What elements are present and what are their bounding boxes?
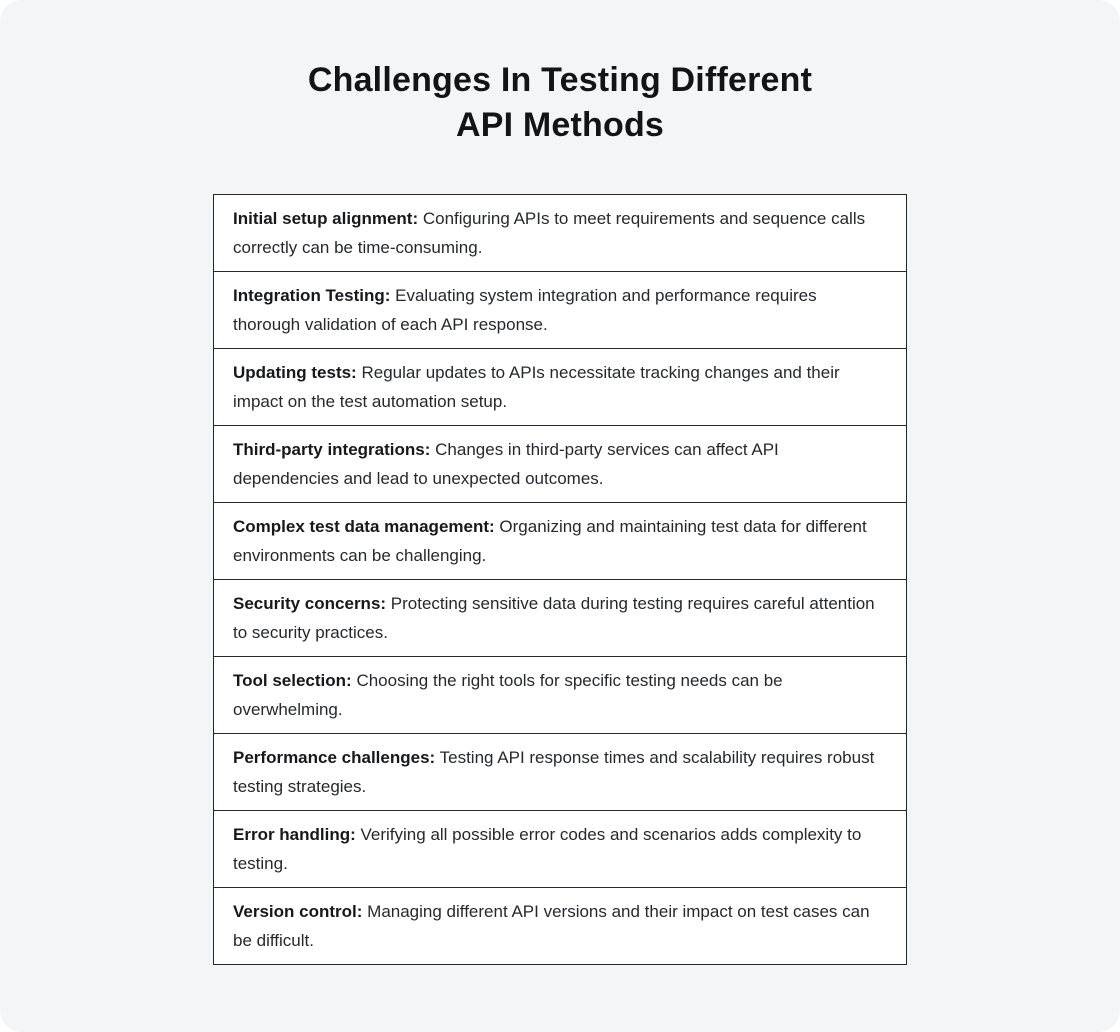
table-row (214, 888, 906, 964)
table-row (214, 503, 906, 580)
row-label: Updating tests: (233, 363, 357, 382)
row-content (233, 820, 887, 878)
row-content (233, 358, 887, 416)
page-title-line2: API Methods (455, 106, 665, 144)
row-text: Testing API response times and scalability requires robust testing strategies. (233, 748, 875, 796)
row-content (233, 281, 887, 339)
table-row (214, 272, 906, 349)
row-label: Version control: (233, 902, 363, 921)
row-text: Managing different API versions and their impact on test cases can be difficult. (233, 902, 870, 950)
row-label: Security concerns: (233, 594, 387, 613)
table-row (214, 426, 906, 503)
row-content (233, 435, 887, 493)
row-content (233, 897, 887, 955)
page-title-line1: Challenges In Testing Different (307, 61, 813, 99)
row-text: Evaluating system integration and performance requires thorough validation of each API response. (233, 286, 817, 334)
row-content (233, 589, 887, 647)
row-label: Tool selection: (233, 671, 352, 690)
page-title (0, 58, 1120, 148)
row-content (233, 743, 887, 801)
table-row (214, 657, 906, 734)
row-label: Complex test data management: (233, 517, 495, 536)
row-label: Integration Testing: (233, 286, 391, 305)
table-row (214, 580, 906, 657)
table-row (214, 811, 906, 888)
row-label: Third-party integrations: (233, 440, 431, 459)
row-text: Configuring APIs to meet requirements and sequence calls correctly can be time-consuming. (233, 209, 866, 257)
row-text: Protecting sensitive data during testing requires careful attention to security practices. (233, 594, 875, 642)
row-label: Error handling: (233, 825, 356, 844)
table-row (214, 734, 906, 811)
table-row (214, 195, 906, 272)
row-text: Verifying all possible error codes and scenarios adds complexity to testing. (233, 825, 862, 873)
row-text: Organizing and maintaining test data for different environments can be challenging. (233, 517, 867, 565)
row-label: Performance challenges: (233, 748, 436, 767)
row-text: Changes in third-party services can affect API dependencies and lead to unexpected outcomes. (233, 440, 779, 488)
row-label: Initial setup alignment: (233, 209, 419, 228)
row-content (233, 204, 887, 262)
row-text: Choosing the right tools for specific testing needs can be overwhelming. (233, 671, 783, 719)
row-text: Regular updates to APIs necessitate tracking changes and their impact on the test automation setup. (233, 363, 840, 411)
challenges-table (213, 194, 907, 965)
table-row (214, 349, 906, 426)
row-content (233, 512, 887, 570)
row-content (233, 666, 887, 724)
